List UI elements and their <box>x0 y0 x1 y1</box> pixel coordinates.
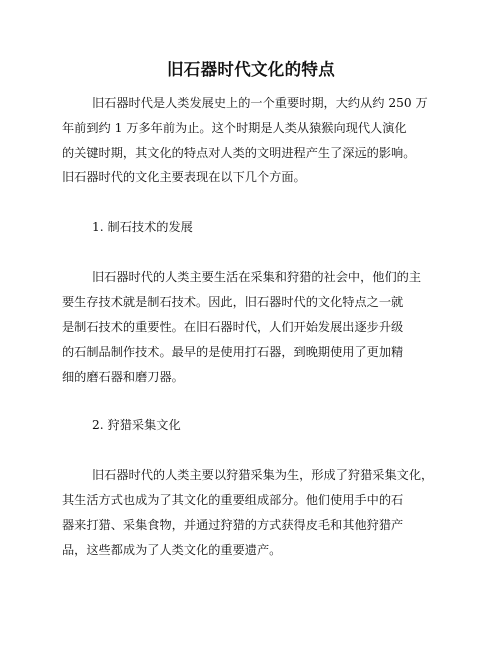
section-2-line-3: 器来打猎、采集食物，并通过狩猎的方式获得皮毛和其他狩猎产 <box>62 518 404 532</box>
section-1-line-1: 旧石器时代的人类主要生活在采集和狩猎的社会中，他们的主 <box>92 270 422 284</box>
intro-line-2: 年前到约 1 万多年前为止。这个时期是人类从猿猴向现代人演化 <box>62 121 407 135</box>
intro-line-3: 的关键时期，其文化的特点对人类的文明进程产生了深远的影响。 <box>62 146 416 160</box>
section-2-heading: 2. 狩猎采集文化 <box>92 418 181 432</box>
section-1-line-3: 是制石技术的重要性。在旧石器时代，人们开始发展出逐步升级 <box>62 320 404 334</box>
document-title: 旧石器时代文化的特点 <box>167 60 335 79</box>
intro-line-1: 旧石器时代是人类发展史上的一个重要时期，大约从约 250 万 <box>92 96 428 110</box>
section-1-line-4: 的石制品制作技术。最早的是使用打石器，到晚期使用了更加精 <box>62 345 404 359</box>
section-1-line-2: 要生存技术就是制石技术。因此，旧石器时代的文化特点之一就 <box>62 295 404 309</box>
section-2-line-4: 品，这些都成为了人类文化的重要遗产。 <box>62 543 282 557</box>
intro-line-4: 旧石器时代的文化主要表现在以下几个方面。 <box>62 170 306 184</box>
section-1-line-5: 细的磨石器和磨刀器。 <box>62 370 184 384</box>
section-2-line-2: 其生活方式也成为了其文化的重要组成部分。他们使用手中的石 <box>62 493 404 507</box>
section-1-heading: 1. 制石技术的发展 <box>92 220 193 234</box>
section-2-line-1: 旧石器时代的人类主要以狩猎采集为生，形成了狩猎采集文化， <box>92 468 434 482</box>
